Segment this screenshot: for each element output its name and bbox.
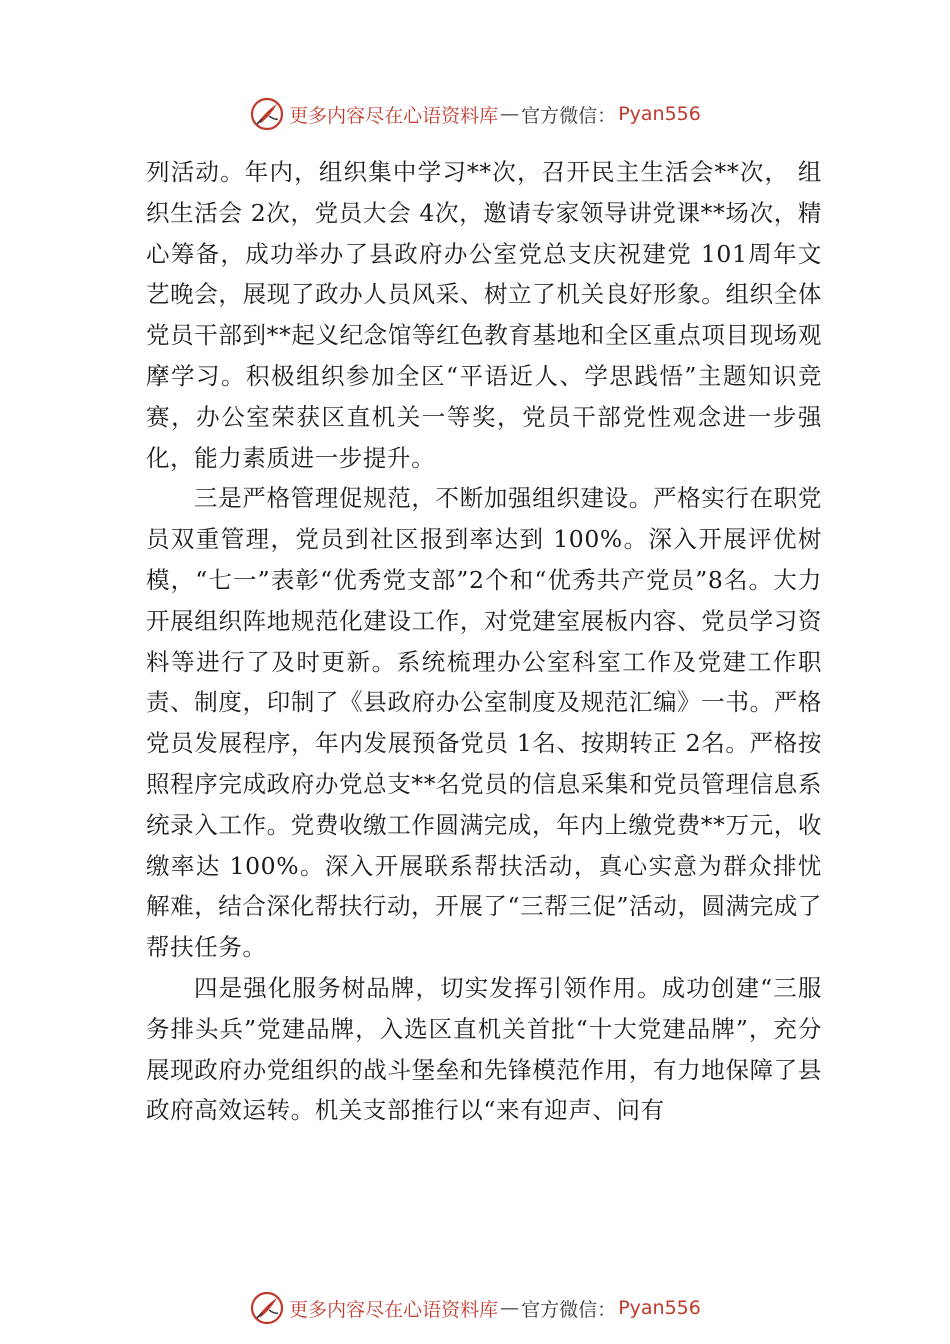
header-brand-text: 更多内容尽在心语资料库 <box>289 104 499 127</box>
footer-separator: — <box>500 1297 520 1319</box>
header-banner <box>0 94 950 134</box>
footer-banner <box>0 1288 950 1328</box>
footer-brand-text: 更多内容尽在心语资料库 <box>289 1298 499 1321</box>
quill-pen-logo-icon <box>249 1290 285 1326</box>
footer-wechat-id: Pyan556 <box>618 1297 701 1319</box>
footer-wechat-label: 官方微信： <box>521 1298 617 1321</box>
paragraph-continued: 列活动。年内，组织集中学习**次，召开民主生活会**次， 组织生活会 2次，党员大会 4次，邀请专家领导讲党课**场次，精心筹备，成功举办了县政府办公室党总支庆祝建党 101周年文艺晚会，展现了政办人员风采、树立了机关良好形象。组织全体党员干部到**起义纪念馆等红色教育基地和全区重点项目现场观摩学习。积极组织参加全区“平语近人、学思践悟”主题知识竞赛，办公室荣获区直机关一等奖，党员干部党性观念进一步强化，能力素质进一步提升。 <box>146 158 822 472</box>
quill-pen-logo-icon <box>249 96 285 132</box>
paragraph-section-three: 三是严格管理促规范，不断加强组织建设。严格实行在职党员双重管理，党员到社区报到率达到 100%。深入开展评优树模，“七一”表彰“优秀党支部”2个和“优秀共产党员”8名。大力开展组织阵地规范化建设工作，对党建室展板内容、党员学习资料等进行了及时更新。系统梳理办公室科室工作及党建工作职责、制度，印制了《县政府办公室制度及规范汇编》一书。严格党员发展程序，年内发展预备党员 1名、按期转正 2名。严格按照程序完成政府办党总支**名党员的信息采集和党员管理信息系统录入工作。党费收缴工作圆满完成，年内上缴党费**万元，收缴率达 100%。深入开展联系帮扶活动，真心实意为群众排忧解难，结合深化帮扶行动，开展了“三帮三促”活动，圆满完成了帮扶任务。 <box>146 484 822 962</box>
header-separator: — <box>500 103 520 125</box>
paragraph-section-four: 四是强化服务树品牌，切实发挥引领作用。成功创建“三服务排头兵”党建品牌，入选区直机关首批“十大党建品牌”，充分展现政府办党组织的战斗堡垒和先锋模范作用，有力地保障了县政府高效运转。机关支部推行以“来有迎声、问有 <box>146 973 822 1125</box>
header-wechat-label: 官方微信： <box>521 104 617 127</box>
document-body <box>146 152 822 1131</box>
header-wechat-id: Pyan556 <box>618 103 701 125</box>
